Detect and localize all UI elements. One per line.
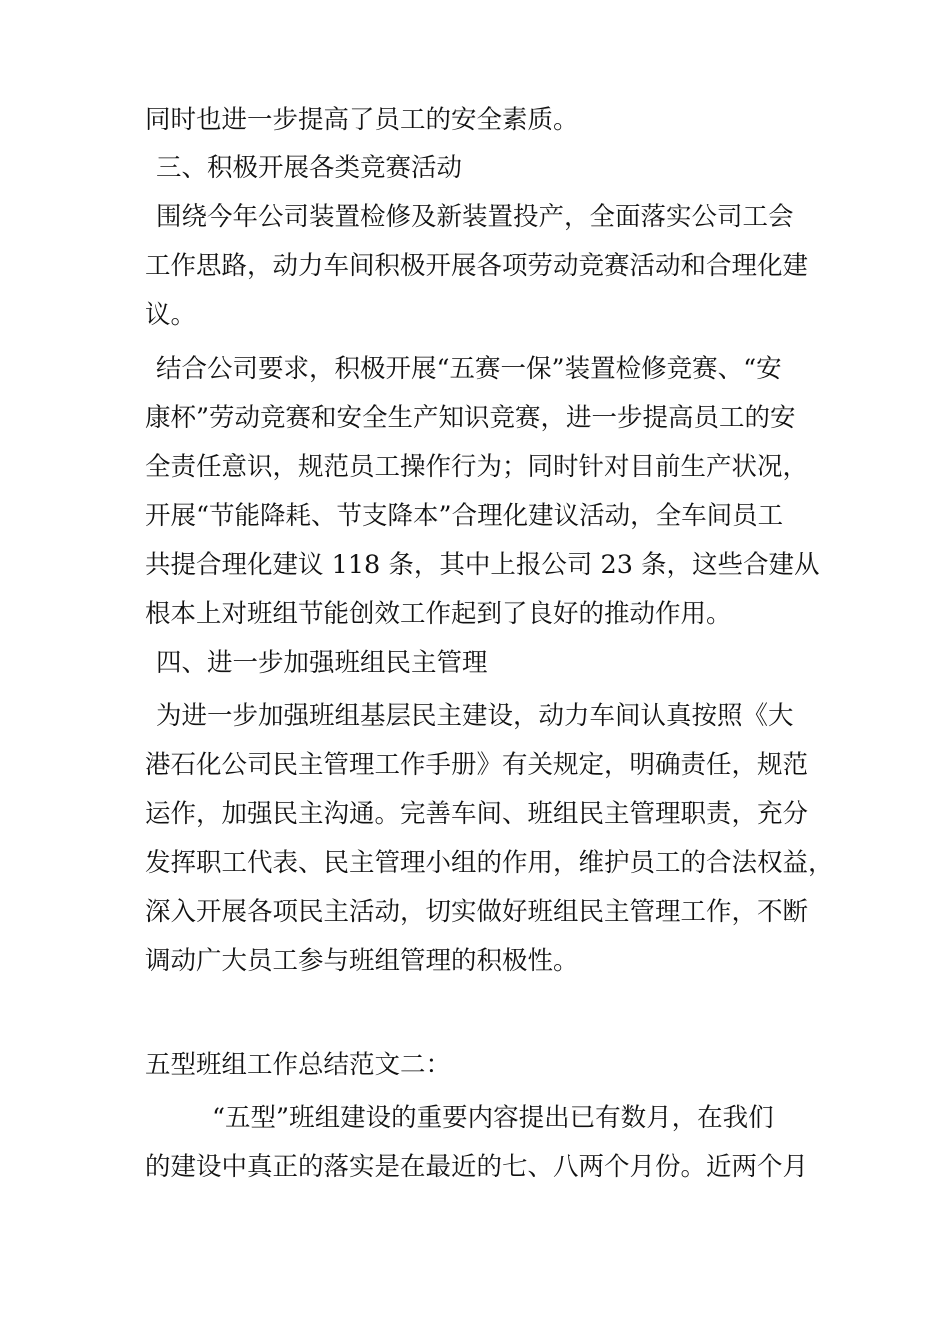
paragraph-line: 围绕今年公司装置检修及新装置投产，全面落实公司工会 (156, 202, 794, 232)
paragraph-line: 开展“节能降耗、节支降本”合理化建议活动，全车间员工 (145, 501, 784, 531)
paragraph-line: 调动广大员工参与班组管理的积极性。 (145, 946, 579, 976)
paragraph-line: 深入开展各项民主活动，切实做好班组民主管理工作，不断 (145, 897, 809, 927)
paragraph-line: 同时也进一步提高了员工的安全素质。 (145, 105, 579, 135)
paragraph-line: 运作，加强民主沟通。完善车间、班组民主管理职责，充分 (145, 799, 809, 829)
paragraph-line: 根本上对班组节能创效工作起到了良好的推动作用。 (145, 599, 732, 629)
section-title: 五型班组工作总结范文二： (145, 1050, 452, 1080)
paragraph-line: 港石化公司民主管理工作手册》有关规定，明确责任，规范 (145, 750, 809, 780)
paragraph-line: 全责任意识，规范员工操作行为；同时针对目前生产状况， (145, 452, 809, 482)
section-heading: 三、积极开展各类竞赛活动 (156, 153, 463, 183)
paragraph-line: 结合公司要求，积极开展“五赛一保”装置检修竞赛、“安 (156, 354, 782, 384)
paragraph-line: 发挥职工代表、民主管理小组的作用，维护员工的合法权益， (145, 848, 834, 878)
section-heading: 四、进一步加强班组民主管理 (156, 648, 488, 678)
paragraph-line: 议。 (145, 300, 197, 330)
paragraph-line: 的建设中真正的落实是在最近的七、八两个月份。近两个月 (145, 1152, 809, 1182)
paragraph-line: 为进一步加强班组基层民主建设，动力车间认真按照《大 (156, 701, 794, 731)
paragraph-line: 康杯”劳动竞赛和安全生产知识竞赛，进一步提高员工的安 (145, 403, 796, 433)
paragraph-line: 共提合理化建议 118 条，其中上报公司 23 条，这些合建从 (145, 550, 820, 580)
paragraph-line: “五型”班组建设的重要内容提出已有数月，在我们 (212, 1103, 774, 1133)
paragraph-line: 工作思路，动力车间积极开展各项劳动竞赛活动和合理化建 (145, 251, 809, 281)
